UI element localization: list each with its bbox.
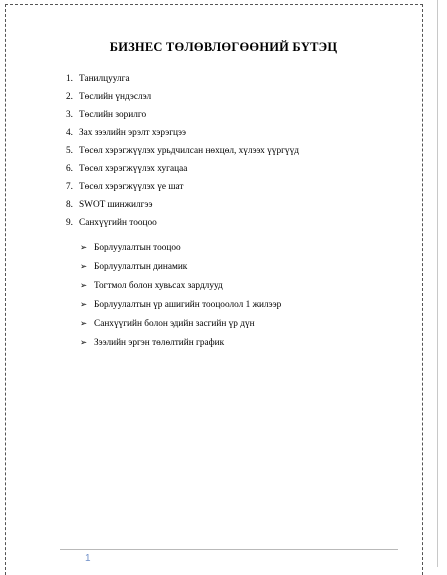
list-item-text: Санхүүгийн тооцоо bbox=[79, 218, 157, 228]
list-item-number: 3. bbox=[66, 110, 73, 120]
arrow-bullet-icon: ➢ bbox=[80, 319, 88, 329]
numbered-list bbox=[66, 73, 299, 235]
list-item-number: 2. bbox=[66, 92, 73, 102]
footer-divider bbox=[60, 549, 398, 550]
list-item bbox=[66, 181, 299, 199]
bullet-item-text: Зээлийн эргэн төлөлтийн график bbox=[94, 338, 225, 348]
arrow-bullet-icon: ➢ bbox=[80, 300, 88, 310]
list-item-text: Төслийн зорилго bbox=[79, 110, 147, 120]
scrollbar-edge bbox=[437, 0, 438, 567]
bullet-item-text: Борлуулалтын динамик bbox=[94, 262, 188, 272]
arrow-bullet-icon: ➢ bbox=[80, 338, 88, 348]
list-item-text: Төсөл хэрэгжүүлэх хугацаа bbox=[79, 164, 188, 174]
bullet-item bbox=[80, 318, 281, 337]
bullet-list bbox=[80, 242, 281, 356]
list-item bbox=[66, 163, 299, 181]
bullet-item bbox=[80, 337, 281, 356]
list-item bbox=[66, 199, 299, 217]
list-item bbox=[66, 217, 299, 235]
page-number: 1 bbox=[85, 553, 91, 564]
list-item-text: Танилцуулга bbox=[79, 74, 130, 84]
page-title: БИЗНЕС ТӨЛӨВЛӨГӨӨНИЙ БҮТЭЦ bbox=[109, 40, 338, 54]
bullet-item-text: Санхүүгийн болон эдийн засгийн үр дүн bbox=[94, 319, 255, 329]
list-item-text: Төсөл хэрэгжүүлэх урьдчилсан нөхцөл, хүлээх үүргүүд bbox=[79, 146, 299, 156]
bullet-item-text: Борлуулалтын үр ашигийн тооцоолол 1 жилээр bbox=[94, 300, 282, 310]
list-item bbox=[66, 73, 299, 91]
list-item-text: Зах зээлийн эрэлт хэрэгцээ bbox=[79, 128, 187, 138]
list-item-number: 5. bbox=[66, 146, 73, 156]
list-item-number: 8. bbox=[66, 200, 73, 210]
bullet-item bbox=[80, 242, 281, 261]
list-item-number: 9. bbox=[66, 218, 73, 228]
arrow-bullet-icon: ➢ bbox=[80, 243, 88, 253]
list-item-number: 7. bbox=[66, 182, 73, 192]
list-item bbox=[66, 145, 299, 163]
list-item bbox=[66, 109, 299, 127]
list-item-number: 4. bbox=[66, 128, 73, 138]
list-item-number: 1. bbox=[66, 74, 73, 84]
list-item-text: SWOT шинжилгээ bbox=[79, 200, 153, 210]
arrow-bullet-icon: ➢ bbox=[80, 262, 88, 272]
bullet-item-text: Тогтмол болон хувьсах зардлууд bbox=[94, 281, 223, 291]
list-item bbox=[66, 91, 299, 109]
arrow-bullet-icon: ➢ bbox=[80, 281, 88, 291]
list-item-text: Төслийн үндэслэл bbox=[79, 92, 152, 102]
list-item-number: 6. bbox=[66, 164, 73, 174]
list-item-text: Төсөл хэрэгжүүлэх үе шат bbox=[79, 182, 184, 192]
list-item bbox=[66, 127, 299, 145]
bullet-item-text: Борлуулалтын тооцоо bbox=[94, 243, 181, 253]
bullet-item bbox=[80, 299, 281, 318]
bullet-item bbox=[80, 261, 281, 280]
bullet-item bbox=[80, 280, 281, 299]
